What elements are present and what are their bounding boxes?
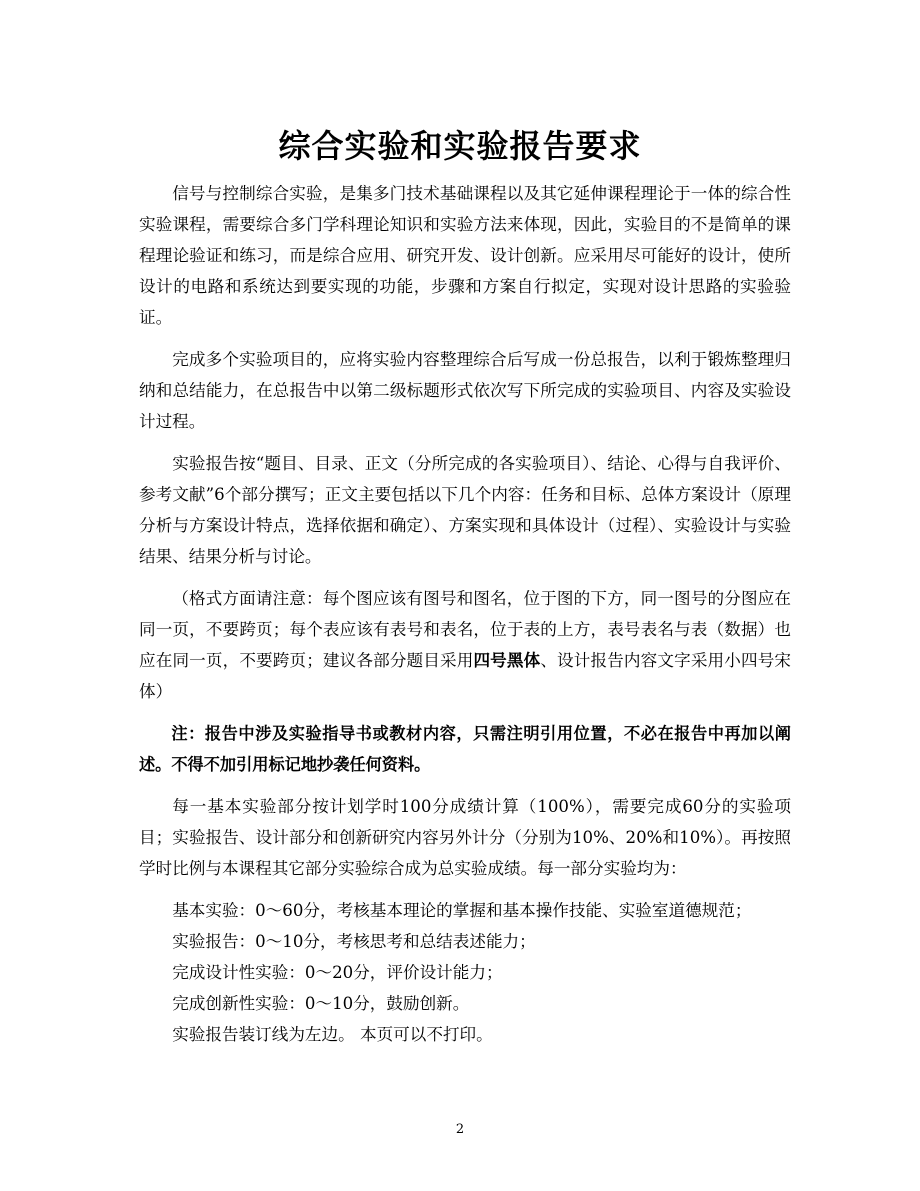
score-list [139,895,791,1019]
summary-paragraph: 完成多个实验项目的，应将实验内容整理综合后写成一份总报告，以利于锻炼整理归纳和总结能力，在总报告中以第二级标题形式依次写下所完成的实验项目、内容及实验设计过程。 [139,350,791,431]
grading-paragraph: 每一基本实验部分按计划学时100分成绩计算（100%），需要完成60分的实验项目；实验报告、设计部分和创新研究内容另外计分（分别为10%、20%和10%）。再按照学时比例与本课程其它部分实验综合成为总实验成绩。每一部分实验均为： [139,797,791,878]
format-text-before: （格式方面请注意：每个图应该有图号和图名，位于图的下方，同一图号的分图应在同一页，不要跨页；每个表应该有表号和表名，位于表的上方，表号表名与表（数据）也应在同一页，不要跨页；建议各部分题目采用 [139,589,791,670]
format-paragraph [139,583,791,707]
score-item-basic: 基本实验：0～60分，考核基本理论的掌握和基本操作技能、实验室道德规范； [172,901,752,920]
score-item-innovation: 完成创新性实验：0～10分，鼓励创新。 [172,994,470,1013]
document-body [139,178,791,1050]
document-title: 综合实验和实验报告要求 [278,127,642,165]
intro-paragraph: 信号与控制综合实验，是集多门技术基础课程以及其它延伸课程理论于一体的综合性实验课程，需要综合多门学科理论知识和实验方法来体现，因此，实验目的不是简单的课程理论验证和练习，而是综合应用、研究开发、设计创新。应采用尽可能好的设计，使所设计的电路和系统达到要实现的功能，步骤和方案自行拟定，实现对设计思路的实验验证。 [139,184,791,327]
citation-note: 注：报告中涉及实验指导书或教材内容，只需注明引用位置，不必在报告中再加以阐述。不得不加引用标记地抄袭任何资料。 [139,724,791,774]
score-item-design: 完成设计性实验：0～20分，评价设计能力； [172,963,503,982]
format-text-after: 、设计报告内容文字采用小四号宋体） [139,651,792,701]
page-number: 2 [455,1122,465,1137]
format-text-emphasis: 四号黑体 [473,651,541,670]
score-item-report: 实验报告：0～10分，考核思考和总结表述能力； [172,932,536,951]
binding-note: 实验报告装订线为左边。 本页可以不打印。 [172,1025,493,1044]
structure-paragraph: 实验报告按“题目、目录、正文（分所完成的各实验项目）、结论、心得与自我评价、参考文献”6个部分撰写；正文主要包括以下几个内容：任务和目标、总体方案设计（原理分析与方案设计特点，选择依据和确定）、方案实现和具体设计（过程）、实验设计与实验结果、结果分析与讨论。 [139,454,791,566]
